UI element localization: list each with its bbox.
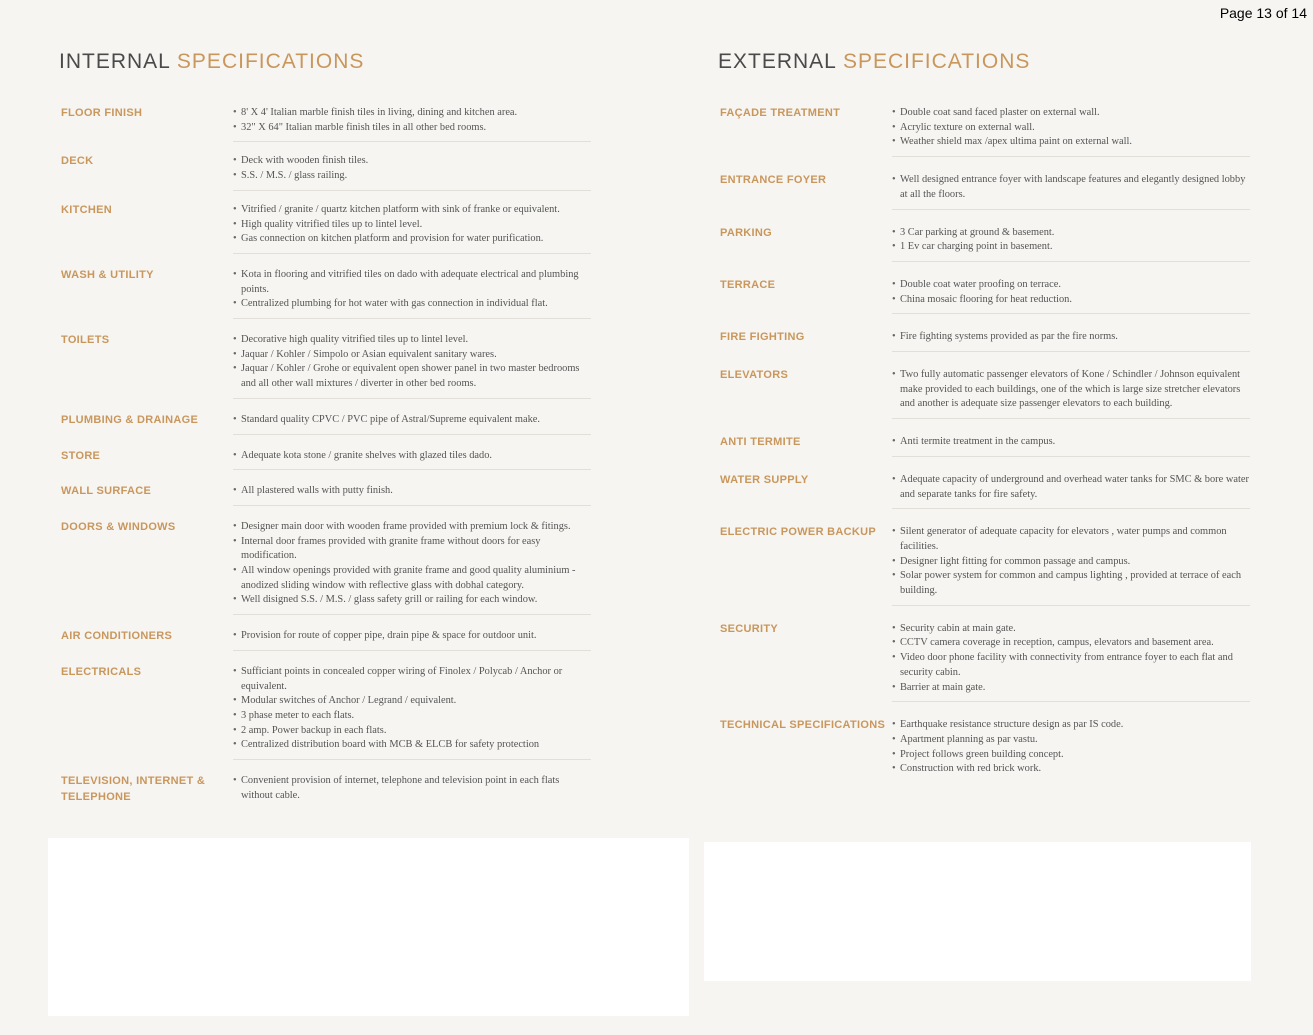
spec-item: • Jaquar / Kohler / Simpolo or Asian equivalent sanitary wares. (233, 348, 591, 363)
spec-items (233, 154, 591, 183)
internal-title-accent: SPECIFICATIONS (176, 50, 365, 73)
spec-item: • Weather shield max /apex ultima paint on external wall. (892, 135, 1250, 150)
row-divider (233, 469, 591, 470)
external-title-accent: SPECIFICATIONS (842, 50, 1031, 73)
external-spec-row (718, 173, 1250, 202)
spec-item: • Designer light fitting for common passage and campus. (892, 555, 1250, 570)
spec-item: • All window openings provided with granite frame and good quality aluminium - anodized sliding window with reflective glass with dobhal category. (233, 564, 591, 593)
spec-items (892, 226, 1250, 255)
spec-item: • All plastered walls with putty finish. (233, 484, 591, 499)
external-spec-row (718, 226, 1250, 255)
row-divider (892, 605, 1250, 606)
row-divider (233, 190, 591, 191)
spec-items (892, 718, 1250, 777)
spec-item: • Provision for route of copper pipe, drain pipe & space for outdoor unit. (233, 629, 591, 644)
spec-label: ELECTRICALS (61, 665, 142, 678)
spec-label: WASH & UTILITY (61, 268, 154, 281)
spec-label: AIR CONDITIONERS (61, 630, 173, 643)
spec-label: ELECTRIC POWER BACKUP (720, 526, 877, 539)
spec-items (892, 106, 1250, 150)
spec-item: • Convenient provision of internet, telephone and television point in each flats without cable. (233, 774, 591, 803)
external-spec-row (718, 435, 1250, 450)
spec-items (233, 268, 591, 312)
spec-item: • 2 amp. Power backup in each flats. (233, 724, 591, 739)
spec-label: TELEVISION, INTERNET & TELEPHONE (61, 775, 206, 803)
external-spec-row (718, 525, 1250, 599)
internal-spec-row (59, 333, 591, 392)
spec-items (233, 665, 591, 753)
internal-spec-list (59, 106, 591, 804)
row-divider (892, 701, 1250, 702)
spec-items (892, 278, 1250, 307)
spec-items (892, 173, 1250, 202)
spec-items (233, 413, 591, 428)
spec-item: • Well disigned S.S. / M.S. / glass safety grill or railing for each window. (233, 593, 591, 608)
spec-item: • Fire fighting systems provided as par the fire norms. (892, 330, 1250, 345)
spec-item: • Double coat water proofing on terrace. (892, 278, 1250, 293)
external-spec-list (718, 106, 1250, 777)
row-divider (892, 209, 1250, 210)
internal-spec-row (59, 413, 591, 428)
spec-item: • Barrier at main gate. (892, 681, 1250, 696)
row-divider (892, 351, 1250, 352)
spec-item: • Vitrified / granite / quartz kitchen platform with sink of franke or equivalent. (233, 203, 591, 218)
spec-item: • Decorative high quality vitrified tiles up to lintel level. (233, 333, 591, 348)
row-divider (233, 318, 591, 319)
spec-item: • High quality vitrified tiles up to lintel level. (233, 218, 591, 233)
internal-section-title (59, 48, 591, 76)
row-divider (233, 650, 591, 651)
spec-item: • Adequate capacity of underground and overhead water tanks for SMC & bore water and separate tanks for fire safety. (892, 473, 1250, 502)
row-divider (892, 508, 1250, 509)
spec-items (892, 622, 1250, 696)
external-specifications-section (718, 48, 1250, 777)
row-divider (892, 156, 1250, 157)
spec-label: ENTRANCE FOYER (720, 174, 827, 187)
blank-panel-right (704, 842, 1251, 981)
external-section-title (718, 48, 1250, 76)
row-divider (233, 505, 591, 506)
row-divider (233, 434, 591, 435)
spec-item: • Silent generator of adequate capacity for elevators , water pumps and common facilities. (892, 525, 1250, 554)
external-spec-row (718, 473, 1250, 502)
spec-item: • Internal door frames provided with granite frame without doors for easy modification. (233, 535, 591, 564)
row-divider (233, 614, 591, 615)
external-spec-row (718, 278, 1250, 307)
spec-item: • Video door phone facility with connectivity from entrance foyer to each flat and security cabin. (892, 651, 1250, 680)
spec-item: • S.S. / M.S. / glass railing. (233, 169, 591, 184)
spec-label: WALL SURFACE (61, 485, 152, 498)
internal-spec-row (59, 629, 591, 644)
spec-item: • 1 Ev car charging point in basement. (892, 240, 1250, 255)
spec-items (233, 106, 591, 135)
spec-item: • 3 Car parking at ground & basement. (892, 226, 1250, 241)
spec-items (233, 333, 591, 392)
row-divider (892, 261, 1250, 262)
external-spec-row (718, 622, 1250, 696)
external-spec-row (718, 106, 1250, 150)
spec-item: • Designer main door with wooden frame provided with premium lock & fitings. (233, 520, 591, 535)
spec-items (892, 330, 1250, 345)
spec-label: DECK (61, 155, 94, 168)
spec-item: • Acrylic texture on external wall. (892, 121, 1250, 136)
spec-item: • 8' X 4' Italian marble finish tiles in living, dining and kitchen area. (233, 106, 591, 121)
external-spec-row (718, 718, 1250, 777)
spec-item: • Gas connection on kitchen platform and provision for water purification. (233, 232, 591, 247)
spec-label: ANTI TERMITE (720, 436, 801, 449)
spec-item: • Jaquar / Kohler / Grohe or equivalent open shower panel in two master bedrooms and all other wall mixtures / diverter in other bed rooms. (233, 362, 591, 391)
spec-item: • Security cabin at main gate. (892, 622, 1250, 637)
spec-item: • Earthquake resistance structure design as par IS code. (892, 718, 1250, 733)
spec-label: PLUMBING & DRAINAGE (61, 413, 199, 426)
internal-spec-row (59, 520, 591, 608)
spec-label: FAÇADE TREATMENT (720, 107, 841, 119)
spec-label: PARKING (720, 226, 773, 239)
spec-item: • Modular switches of Anchor / Legrand / equivalent. (233, 694, 591, 709)
spec-label: FLOOR FINISH (61, 107, 143, 119)
internal-spec-row (59, 203, 591, 247)
spec-label: SECURITY (720, 622, 779, 635)
internal-title-main: INTERNAL (59, 50, 171, 73)
spec-item: • Standard quality CPVC / PVC pipe of Astral/Supreme equivalent make. (233, 413, 591, 428)
spec-label: ELEVATORS (720, 369, 789, 382)
spec-item: • Apartment planning as par vastu. (892, 733, 1250, 748)
spec-item: • 32" X 64" Italian marble finish tiles in all other bed rooms. (233, 121, 591, 136)
internal-spec-row (59, 268, 591, 312)
internal-specifications-section (59, 48, 591, 804)
internal-spec-row (59, 665, 591, 753)
spec-items (233, 484, 591, 499)
internal-spec-row (59, 154, 591, 183)
internal-spec-row (59, 484, 591, 499)
spec-items (233, 520, 591, 608)
spec-item: • Construction with red brick work. (892, 762, 1250, 777)
spec-item: • CCTV camera coverage in reception, campus, elevators and basement area. (892, 636, 1250, 651)
internal-spec-row (59, 449, 591, 464)
spec-item: • Adequate kota stone / granite shelves with glazed tiles dado. (233, 449, 591, 464)
spec-label: WATER SUPPLY (720, 473, 809, 486)
row-divider (892, 456, 1250, 457)
spec-item: • Solar power system for common and campus lighting , provided at terrace of each building. (892, 569, 1250, 598)
spec-label: TOILETS (61, 334, 110, 347)
spec-items (233, 774, 591, 803)
row-divider (233, 141, 591, 142)
spec-label: TERRACE (720, 278, 776, 291)
spec-items (892, 525, 1250, 599)
external-spec-row (718, 368, 1250, 412)
spec-label: KITCHEN (61, 203, 112, 216)
spec-item: • Anti termite treatment in the campus. (892, 435, 1250, 450)
spec-item: • Kota in flooring and vitrified tiles on dado with adequate electrical and plumbing points. (233, 268, 591, 297)
spec-item: • Deck with wooden finish tiles. (233, 154, 591, 169)
row-divider (233, 398, 591, 399)
spec-label: FIRE FIGHTING (720, 331, 805, 344)
internal-spec-row (59, 106, 591, 135)
spec-items (892, 368, 1250, 412)
spec-item: • 3 phase meter to each flats. (233, 709, 591, 724)
spec-item: • Project follows green building concept. (892, 748, 1250, 763)
internal-spec-row (59, 774, 591, 803)
spec-items (892, 473, 1250, 502)
spec-item: • Two fully automatic passenger elevators of Kone / Schindler / Johnson equivalent make provided to each buildings, one of the which is large size stretcher elevators and another is adequate size passenger elevators to each building. (892, 368, 1250, 412)
spec-label: DOORS & WINDOWS (61, 520, 176, 533)
spec-items (233, 449, 591, 464)
spec-item: • Well designed entrance foyer with landscape features and elegantly designed lobby at all the floors. (892, 173, 1250, 202)
spec-items (233, 203, 591, 247)
spec-item: • Sufficiant points in concealed copper wiring of Finolex / Polycab / Anchor or equivalent. (233, 665, 591, 694)
row-divider (892, 313, 1250, 314)
row-divider (233, 253, 591, 254)
spec-item: • Centralized distribution board with MCB & ELCB for safety protection (233, 738, 591, 753)
external-title-main: EXTERNAL (718, 50, 837, 73)
spec-label: TECHNICAL SPECIFICATIONS (720, 719, 886, 732)
spec-item: • Double coat sand faced plaster on external wall. (892, 106, 1250, 121)
spec-items (233, 629, 591, 644)
spec-item: • China mosaic flooring for heat reduction. (892, 293, 1250, 308)
page-indicator: Page 13 of 14 (1219, 5, 1307, 21)
spec-items (892, 435, 1250, 450)
blank-panel-left (48, 838, 689, 1016)
row-divider (892, 418, 1250, 419)
spec-item: • Centralized plumbing for hot water with gas connection in individual flat. (233, 297, 591, 312)
external-spec-row (718, 330, 1250, 345)
row-divider (233, 759, 591, 760)
spec-label: STORE (61, 449, 101, 462)
